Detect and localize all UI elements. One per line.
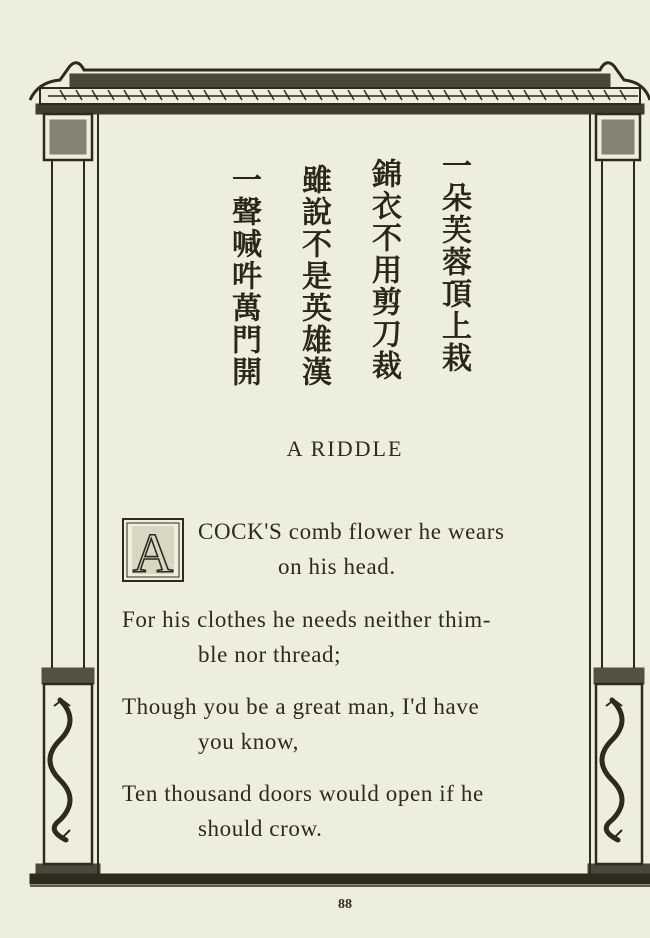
poem-column-1: 一朵芙蓉頂上栽 (436, 150, 471, 374)
verse-2-line-2: ble nor thread; (198, 642, 342, 667)
verse-2-line-1: For his clothes he needs neither thim- (122, 607, 492, 632)
roof-ornament (30, 63, 650, 114)
verse-4 (122, 776, 574, 846)
riddle-title: A RIDDLE (286, 436, 404, 461)
poem-column-4: 一聲喊吽萬門開 (226, 164, 261, 388)
verse-4-line-2: should crow. (198, 816, 323, 841)
verse-3 (122, 689, 574, 759)
poem-column-2: 錦衣不用剪刀裁 (366, 158, 401, 382)
verse-1 (198, 514, 588, 584)
svg-text:A: A (132, 523, 174, 582)
verse-3-line-2: you know, (198, 729, 300, 754)
verse-2 (122, 602, 574, 672)
drop-cap-letter (122, 518, 184, 582)
page-number: 88 (338, 897, 352, 912)
verse-1-line-1: COCK'S comb flower he wears (198, 519, 505, 544)
chinese-poem (226, 150, 471, 390)
right-pillar (588, 114, 650, 874)
verse-1-line-2: on his head. (278, 554, 396, 579)
left-pillar (36, 114, 100, 874)
verse-3-line-1: Though you be a great man, I'd have (122, 694, 480, 719)
verse-4-line-1: Ten thousand doors would open if he (122, 781, 484, 806)
poem-column-3: 雖說不是英雄漢 (296, 164, 331, 388)
